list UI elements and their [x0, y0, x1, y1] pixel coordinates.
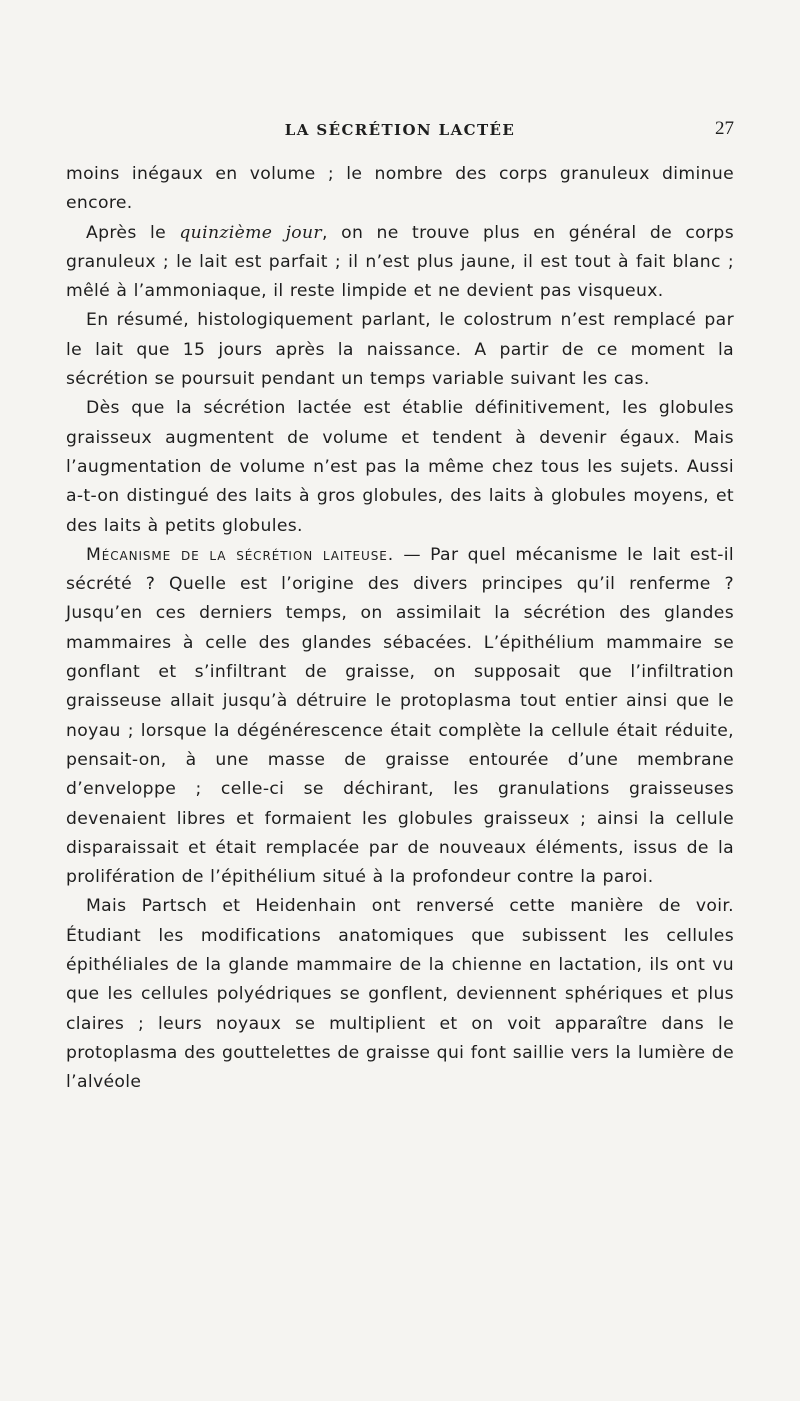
section-heading-mecanisme: Mécanisme de la sécrétion laiteuse. — [86, 544, 395, 565]
paragraph-lead: Après le — [86, 222, 180, 243]
paragraph-text: Dès que la sécrétion lactée est établie définitivement, les globules graisseux augmentent de volume et tendent à devenir égaux. Mais l’augmentation de volume n’est pas la même chez tous les sujets. Aussi a-t-on distingué des laits à gros globules, des laits à globules moyens, et des laits à petits globules. — [66, 398, 734, 536]
paragraph-text: En résumé, histologiquement parlant, le colostrum n’est remplacé par le lait que 15 jours après la naissance. A partir de ce moment la sécrétion se poursuit pendant un temps variable suivant les cas. — [66, 310, 734, 390]
paragraph-partsch-heidenhain — [66, 892, 734, 1097]
body-text — [66, 160, 734, 1098]
paragraph-resume — [66, 306, 734, 394]
paragraph-mecanisme — [66, 541, 734, 893]
paragraph-text: Mais Partsch et Heidenhain ont renversé cette manière de voir. Étudiant les modifications anatomiques que subissent les cellules épithéliales de la glande mammaire de la chienne en lactation, ils ont vu que les cellules polyédriques se gonflent, deviennent sphériques et plus claires ; leurs noyaux se multiplient et on voit apparaître dans le protoplasma des gouttelettes de graisse qui font saillie vers la lumière de l’alvéole — [66, 896, 734, 1093]
running-head — [66, 118, 734, 142]
page-number: 27 — [715, 118, 734, 139]
emphasis-quinzieme-jour: quinzième jour — [179, 222, 322, 243]
paragraph-text: — Par quel mécanisme le lait est-il sécrété ? Quelle est l’origine des divers principes qu’il renferme ? Jusqu’en ces derniers temps, on assimilait la sécrétion des glandes mammaires à celle des glandes sébacées. L’épithélium mammaire se gonflant et s’infiltrant de graisse, on supposait que l’infiltration graisseuse allait jusqu’à détruire le protoplasma tout entier ainsi que le noyau ; lorsque la dégénérescence était complète la cellule était réduite, pensait-on, à une masse de graisse entourée d’une membrane d’enveloppe ; celle-ci se déchirant, les granulations graisseuses devenaient libres et formaient les globules graisseux ; ainsi la cellule disparaissait et était remplacée par de nouveaux éléments, issus de la prolifération de l’épithélium situé à la profondeur contre la paroi. — [66, 544, 734, 888]
paragraph-continuation — [66, 160, 734, 219]
paragraph-globules — [66, 394, 734, 540]
paragraph-text: moins inégaux en volume ; le nombre des corps granuleux diminue encore. — [66, 164, 734, 214]
paragraph-text: , on ne trouve plus en général de corps granuleux ; le lait est parfait ; il n’est plus jaune, il est tout à fait blanc ; mêlé à l’ammoniaque, il reste limpide et ne devient pas visqueux. — [66, 222, 734, 302]
running-title: LA SÉCRÉTION LACTÉE — [284, 121, 516, 139]
paragraph-quinzieme-jour — [66, 219, 734, 307]
